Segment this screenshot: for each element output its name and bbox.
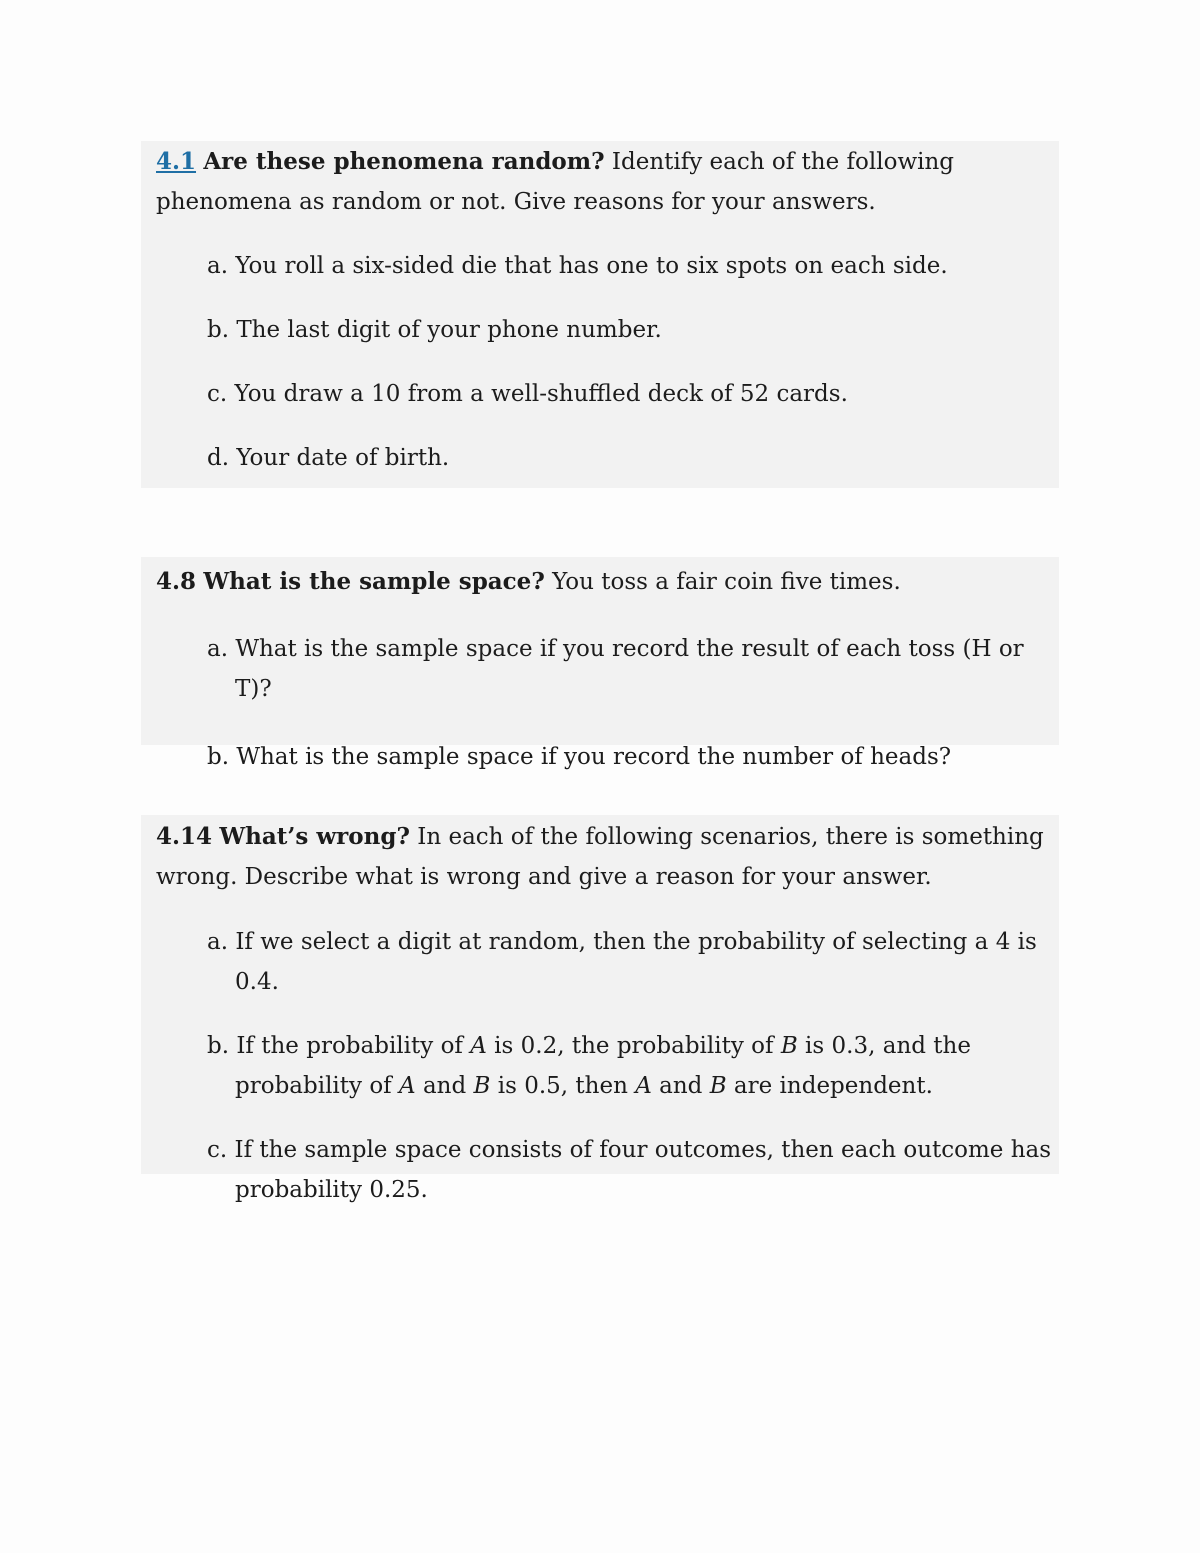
item-text: is 0.5, then xyxy=(490,1073,636,1099)
item-text: and xyxy=(651,1073,710,1099)
exercise-text: In each of the following scenarios, there is something wrong. Describe what is wrong and give a reason for your answer. xyxy=(156,824,1044,890)
item-text: is 0.3, and the probability of xyxy=(235,1033,971,1099)
exercise-4-1 xyxy=(141,141,1059,488)
exercise-item-d: d. Your date of birth. xyxy=(207,445,450,471)
exercise-number: 4.8 xyxy=(156,568,197,595)
exercise-item-a: a. You roll a six-sided die that has one to six spots on each side. xyxy=(207,253,948,279)
exercise-title: What is the sample space? xyxy=(203,568,545,595)
exercise-item-b xyxy=(207,1026,1053,1106)
variable-a: A xyxy=(470,1033,487,1059)
exercise-item-c: c. You draw a 10 from a well-shuffled deck of 52 cards. xyxy=(207,381,848,407)
exercise-title: What’s wrong? xyxy=(219,823,410,850)
exercise-4-14 xyxy=(141,815,1059,1203)
exercise-text: You toss a fair coin five times. xyxy=(552,569,901,595)
exercise-items xyxy=(156,602,1053,777)
variable-a: A xyxy=(399,1073,416,1099)
exercise-item-b: b. The last digit of your phone number. xyxy=(207,317,662,343)
exercise-intro xyxy=(156,141,1053,222)
variable-b: B xyxy=(473,1073,491,1099)
exercise-item-c: c. If the sample space consists of four outcomes, then each outcome has probability 0.25. xyxy=(207,1137,1052,1203)
exercise-number: 4.14 xyxy=(156,823,213,850)
exercise-number-link[interactable]: 4.1 xyxy=(156,148,197,175)
exercise-intro xyxy=(156,815,1053,897)
item-text: b. If the probability of xyxy=(207,1033,471,1059)
item-text: are independent. xyxy=(726,1073,933,1099)
exercise-4-8 xyxy=(141,557,1059,770)
exercise-title: Are these phenomena random? xyxy=(203,148,605,175)
variable-b: B xyxy=(780,1033,798,1059)
exercise-items xyxy=(156,897,1053,1210)
exercise-item-b: b. What is the sample space if you record the number of heads? xyxy=(207,744,952,770)
item-text: is 0.2, the probability of xyxy=(486,1033,781,1059)
exercise-items xyxy=(156,222,1053,478)
variable-b: B xyxy=(709,1073,727,1099)
exercise-item-a: a. What is the sample space if you record the result of each toss (H or T)? xyxy=(207,636,1024,702)
exercise-item-a: a. If we select a digit at random, then the probability of selecting a 4 is 0.4. xyxy=(207,929,1037,995)
item-text: and xyxy=(415,1073,474,1099)
exercise-intro xyxy=(156,557,1053,602)
variable-a: A xyxy=(635,1073,652,1099)
exercise-text: Identify each of the following phenomena as random or not. Give reasons for your answers. xyxy=(156,149,955,215)
